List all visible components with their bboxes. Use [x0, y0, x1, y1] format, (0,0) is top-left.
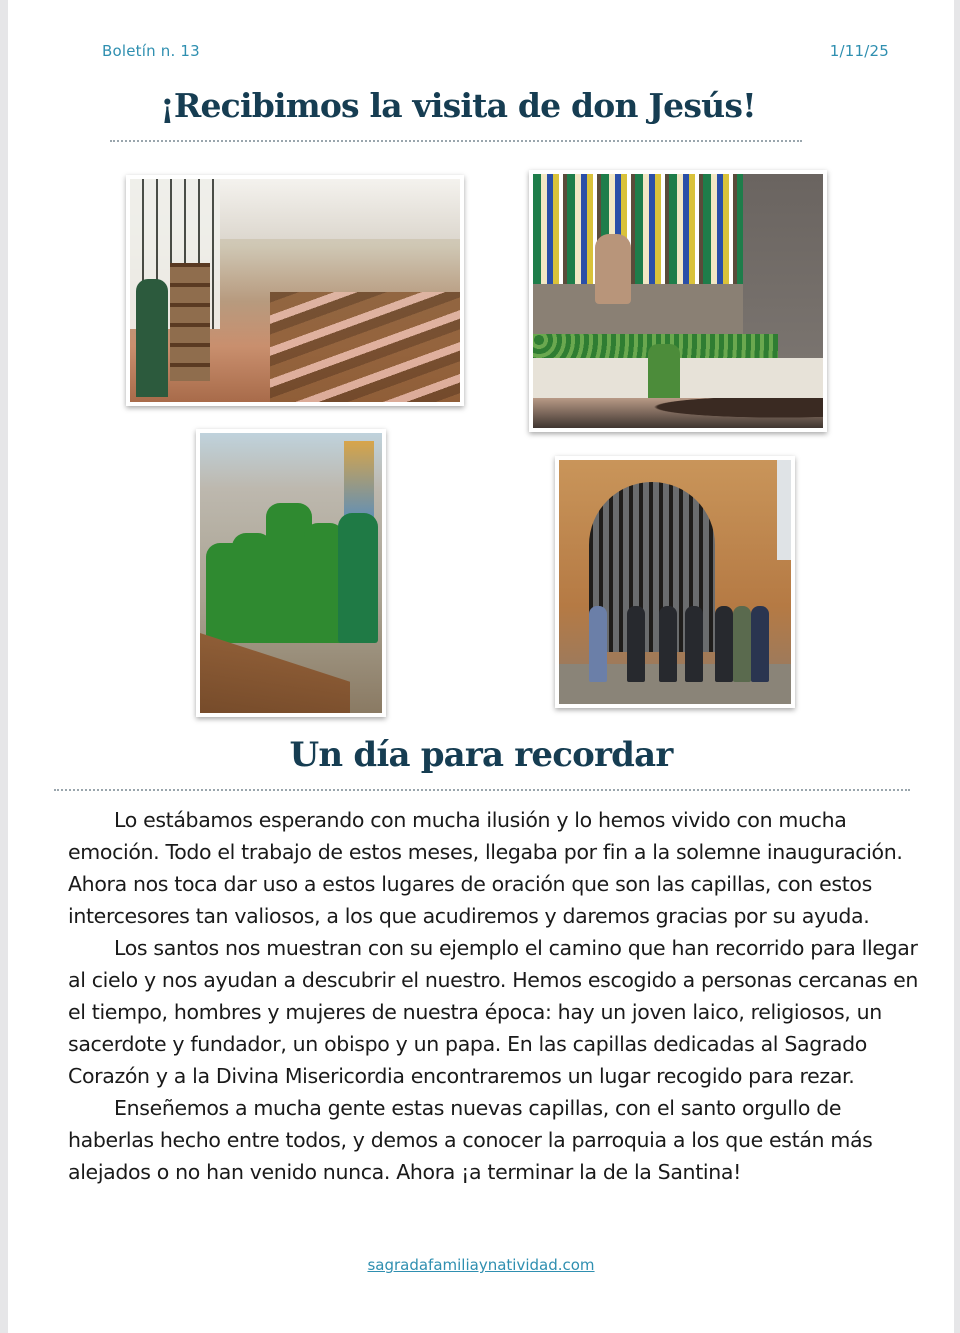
dotted-divider — [110, 140, 802, 142]
headline-title: ¡Recibimos la visita de don Jesús! — [160, 86, 756, 125]
paragraph: Los santos nos muestran con su ejemplo el camino que han recorrido para llegar al cielo y nos ayudan a descubrir el nuestro. Hemos escogido a personas cercanas en el tiempo, hombres y mujeres de nuestra época: hay un joven laico, religiosos, un sacerdote y fundador, un obispo y un papa. En las capillas dedicadas al Sagrado Corazón y a la Divina Misericordia encontraremos un lugar recogido para rezar. — [68, 936, 919, 1088]
paragraph: Lo estábamos esperando con mucha ilusión y lo hemos vivido con mucha emoción. Todo el trabajo de estos meses, llegaba por fin a la solemne inauguración. Ahora nos toca dar uso a estos lugares de oración que son las capillas, con estos intercesores tan valiosos, a los que acudiremos y daremos gracias por su ayuda. — [68, 808, 903, 928]
photo-altar-stained-glass — [529, 170, 827, 432]
paragraph: Enseñemos a mucha gente estas nuevas capillas, con el santo orgullo de haberlas hecho entre todos, y demos a conocer la parroquia a los que están más alejados o no han venido nunca. Ahora ¡a terminar la de la Santina! — [68, 1096, 873, 1184]
website-link[interactable]: sagradafamiliaynatividad.com — [367, 1256, 595, 1274]
bulletin-date: 1/11/25 — [829, 42, 889, 60]
photo-stone-chapel — [555, 456, 795, 708]
newsletter-page — [8, 0, 954, 1333]
section-title: Un día para recordar — [289, 735, 673, 775]
photo-clergy-procession — [196, 429, 386, 717]
article-body — [68, 804, 928, 1188]
dotted-divider — [54, 789, 910, 791]
bulletin-number: Boletín n. 13 — [102, 42, 200, 60]
photo-church-interior — [126, 175, 464, 406]
